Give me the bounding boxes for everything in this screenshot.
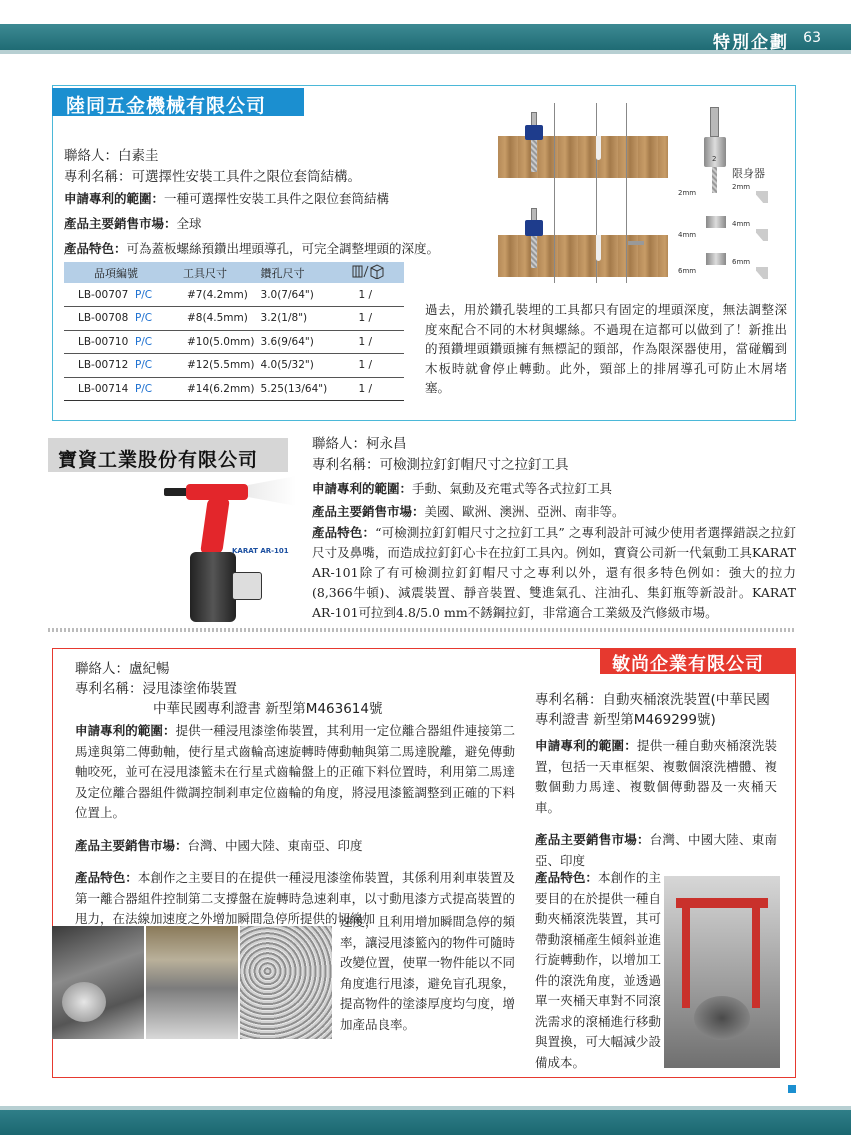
machine-photo-1 [52, 926, 144, 1039]
footer-bar [0, 1110, 851, 1135]
patent-line: 專利名稱：自動夾桶滾洗裝置(中華民國專利證書 新型第M469299號) [535, 692, 770, 728]
contact-line: 聯絡人：白素圭 [64, 148, 159, 164]
machine-photo-2 [146, 926, 238, 1039]
tool-model-label: KARAT AR-101 [232, 547, 289, 555]
table-row: LB-00710 P/C #10(5.0mm) 3.6(9/64") 1 / [64, 330, 404, 354]
section1-description: 過去，用於鑽孔裝埋的工具都只有固定的埋頭深度，無法調整深度來配合不同的木材與螺絲。不過現在這都可以做到了！新推出的預鑽埋頭鑽頭擁有無標記的頸部，作為限深器使用，當碰觸到木板時就會停止轉動。此外，頸部上的排屑導孔可防止木屑堵塞。 [425, 302, 787, 395]
contact-name: 白素圭 [118, 148, 159, 164]
feature-para: 產品特色：本創作之主要目的在提供一種浸甩漆塗佈裝置，其係利用剎車裝置及第一離合器組件控制第二支撐盤在旋轉時急速剎車，以寸動甩漆方式提高裝置的甩力，在法線加速度之外增加瞬間急停所提供的切線加 [75, 870, 515, 926]
section1-info [64, 146, 494, 259]
table-header-row [64, 262, 404, 283]
contact-line: 聯絡人：盧紀暢 [75, 661, 170, 677]
table-row: LB-00714 P/C #14(6.2mm) 5.25(13/64") 1 / [64, 377, 404, 401]
table-row: LB-00712 P/C #12(5.5mm) 4.0(5/32") 1 / [64, 354, 404, 378]
market-line: 產品主要銷售市場：美國、歐洲、澳洲、亞洲、南非等。 [312, 504, 625, 519]
patent-line: 專利名稱：浸甩漆塗佈裝置 [75, 681, 237, 697]
product-table [64, 262, 404, 401]
contact-line: 聯絡人：柯永昌 [312, 436, 407, 452]
depth-limiter-figure: 2 限身器 2mm 2mm 4mm 4mm 6mm 6mm [672, 103, 792, 283]
header-code: 品項編號 [94, 266, 138, 280]
patent-line: 專利名稱：可選擇性安裝工具件之限位套筒結構。 [64, 169, 361, 185]
feature-continued: 速度，且利用增加瞬間急停的頻率，讓浸甩漆籃內的物件可隨時改變位置，使單一物件能以不同角度進行甩漆，避免盲孔現象，提高物件的塗漆厚度均勻度，增加產品良率。 [340, 914, 516, 1032]
scope-para: 申請專利的範圍：提供一種自動夾桶滾洗裝置，包括一天車框架、複數個滾洗槽體、複數個動力馬達、複數個傳動器及一夾桶天車。 [535, 738, 777, 815]
table-row: LB-00707 P/C #7(4.2mm) 3.0(7/64") 1 / [64, 283, 404, 307]
wood-drilling-figure [498, 103, 668, 283]
section2-info [312, 434, 796, 522]
section3-right-feature: 產品特色：本創作的主要目的在於提供一種自動夾桶滾洗裝置，其可帶動滾桶產生傾斜並進行旋轉動作，以增加工件的滾洗角度，並透過單一夾桶天車對不同滾洗需求的滾桶進行移動與置換，可大幅減少設備成本。 [535, 870, 661, 1070]
header-tool: 工具尺寸 [183, 266, 227, 280]
section3-left-info [75, 659, 515, 930]
section2-company: 寶資工業股份有限公司 [48, 438, 288, 472]
market-line: 產品主要銷售市場：台灣、中國大陸、東南亞、印度 [75, 837, 363, 853]
end-mark [788, 1085, 796, 1093]
patent-cert: 中華民國專利證書 新型第M463614號 [153, 701, 383, 717]
limiter-label: 限身器 [732, 167, 765, 180]
feature-line: 產品特色：可為蓋板螺絲預鑽出埋頭導孔，可完全調整埋頭的深度。 [64, 241, 440, 256]
header-drill: 鑽孔尺寸 [260, 266, 305, 280]
section1-company: 陸同五金機械有限公司 [52, 88, 304, 116]
scope-line: 申請專利的範圍：一種可選擇性安裝工具件之限位套筒結構 [64, 191, 390, 206]
market-line: 產品主要銷售市場：全球 [64, 216, 202, 231]
section-divider [48, 628, 796, 632]
scope-para: 申請專利的範圍：提供一種浸甩漆塗佈裝置，其利用一定位離合器組件連接第二馬達與第二傳動軸，使行星式齒輪高速旋轉時傳動軸與第二馬達脫離，避免傳動軸咬死，並可在浸甩漆籃未在行星式齒輪盤上的正確下料位置時，利用第二馬達及定位離合器組件微調控制剎車定位齒輪的角度，將浸甩漆籃調整到正確的下料位置上。 [75, 723, 515, 820]
patent-line: 專利名稱：可檢測拉釘釘帽尺寸之拉釘工具 [312, 457, 569, 473]
section2-feature: 產品特色：“可檢測拉釘釘帽尺寸之拉釘工具” 之專利設計可減少使用者選擇錯誤之拉釘尺寸及鼻嘴，而造成拉釘釘心卡在拉釘工具內。例如，寶資公司新一代氣動工具KARAT AR-101除了有可檢測拉釘釘帽尺寸之專利以外，還有很多特色例如：強大的拉力(8,366牛頓)、減震裝置、靜音裝置、雙進氣孔、注油孔、集釘瓶等新設計。KARAT AR-101可拉到4.8/5.0 mm不銹鋼拉釘，非常適合工業級及汽修級市場。 [312, 525, 796, 620]
section3-right-info [535, 690, 777, 871]
patent-name: 可選擇性安裝工具件之限位套筒結構。 [131, 169, 361, 185]
package-icon [351, 263, 391, 279]
parts-photo [240, 926, 332, 1039]
page-number: 63 [803, 30, 821, 46]
section-title: 特別企劃 [713, 33, 789, 53]
market-line: 產品主要銷售市場：台灣、中國大陸、東南亞、印度 [535, 832, 777, 868]
section3-company: 敏尚企業有限公司 [600, 648, 796, 674]
header-qty-icon [345, 262, 404, 283]
table-row: LB-00708 P/C #8(4.5mm) 3.2(1/8") 1 / [64, 307, 404, 331]
rivet-tool-image [160, 476, 310, 626]
washing-equipment-photo [664, 876, 780, 1068]
scope-line: 申請專利的範圍：手動、氣動及充電式等各式拉釘工具 [312, 481, 613, 496]
